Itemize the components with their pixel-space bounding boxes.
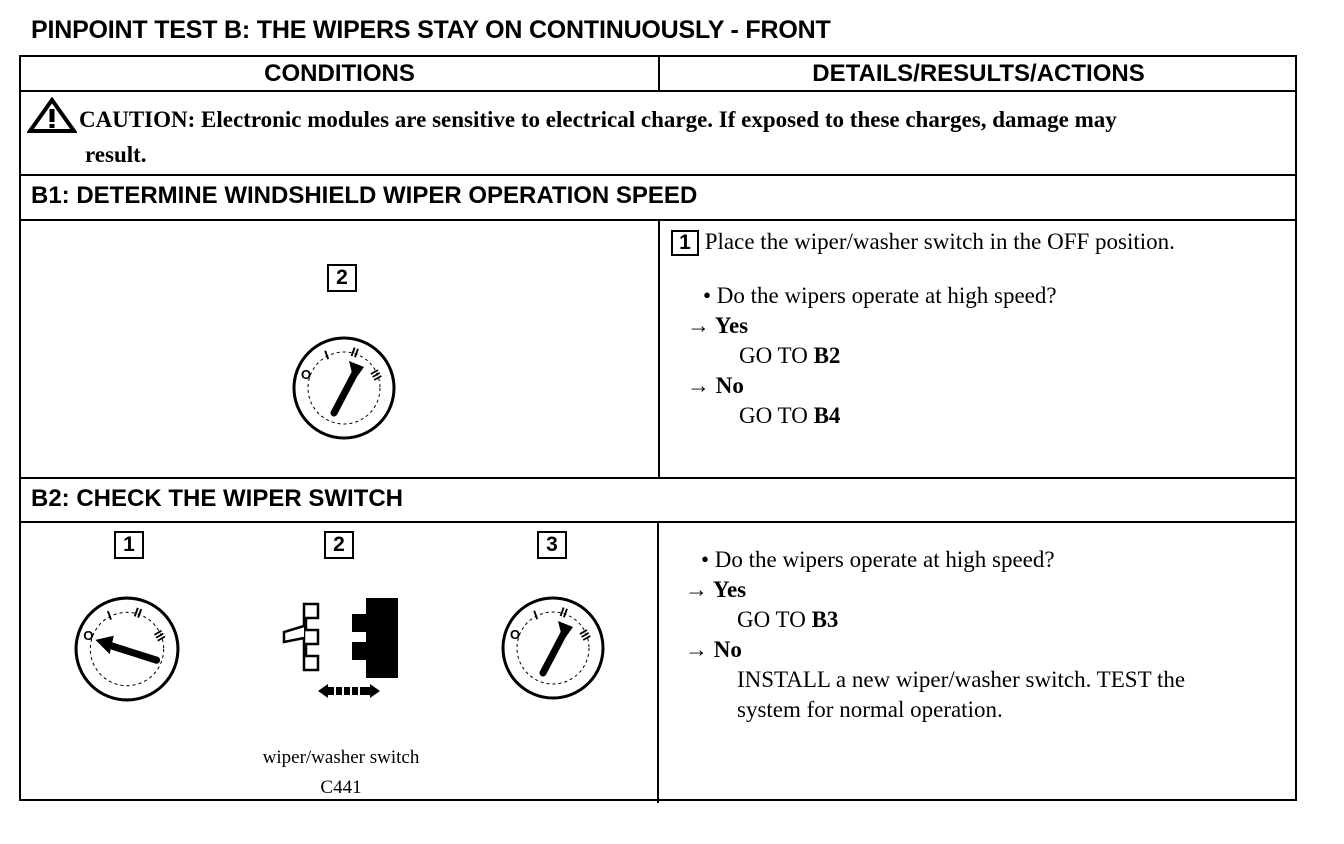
b1-dial-mark-iii: III xyxy=(367,367,385,383)
b2-dial1-mark-off: O xyxy=(83,627,94,643)
b2-question: • Do the wipers operate at high speed? xyxy=(701,547,1055,572)
b1-no-label: → No xyxy=(687,373,744,398)
b2-dial3-mark-off: O xyxy=(510,627,521,642)
b2-yes-goto: GO TO xyxy=(737,607,812,632)
b2-yes-label: → Yes xyxy=(685,577,747,602)
b2-dial3-mark-iii: III xyxy=(576,627,594,643)
b1-step-text: Place the wiper/washer switch in the OFF position. xyxy=(704,229,1175,254)
b2-no-action-line2: system for normal operation. xyxy=(737,697,1003,722)
b2-dial1-mark-ii: II xyxy=(131,604,145,622)
b2-figure2-label: 2 xyxy=(324,531,354,559)
caution-note xyxy=(27,97,1297,169)
caution-text-line1: CAUTION: Electronic modules are sensitive to electrical charge. If exposed to these charges, damage may xyxy=(79,107,1117,132)
b1-no-target: B4 xyxy=(813,403,841,428)
details-header: DETAILS/RESULTS/ACTIONS xyxy=(812,60,1145,87)
b2-yes-target: B3 xyxy=(811,607,839,632)
b2-dial1-mark-iii: III xyxy=(150,627,169,644)
b2-results xyxy=(685,545,1185,725)
header-rule xyxy=(21,90,1295,92)
b2-no-label: → No xyxy=(685,637,742,662)
b2-heading: B2: CHECK THE WIPER SWITCH xyxy=(31,485,403,512)
b1-no-goto: GO TO xyxy=(739,403,814,428)
b1-yes-goto: GO TO xyxy=(739,343,814,368)
b2-divider xyxy=(657,521,659,803)
page-title: PINPOINT TEST B: THE WIPERS STAY ON CONTINUOUSLY - FRONT xyxy=(31,16,831,44)
b2-wiper-dial-off-icon xyxy=(73,595,181,703)
b1-figure-label: 2 xyxy=(327,264,357,292)
b1-yes-target: B2 xyxy=(813,343,841,368)
b1-dial-mark-ii: II xyxy=(348,344,361,361)
b2-wiper-dial-high-icon xyxy=(500,595,606,701)
warning-icon xyxy=(27,97,77,140)
b1-dial-mark-i: I xyxy=(322,347,331,363)
b1-wiper-dial-high-icon xyxy=(291,335,397,441)
b1-yes-label: → Yes xyxy=(687,313,749,338)
pinpoint-test-table xyxy=(19,55,1297,801)
b1-divider xyxy=(658,219,660,478)
b1-heading: B1: DETERMINE WINDSHIELD WIPER OPERATION SPEED xyxy=(31,182,698,209)
b2-dial3-mark-i: I xyxy=(531,607,540,623)
b1-bottom-rule xyxy=(21,477,1295,479)
caution-rule xyxy=(21,174,1295,176)
b1-dial-mark-off: O xyxy=(301,367,312,382)
b1-step-number: 1 xyxy=(671,230,699,256)
b1-results xyxy=(687,281,1057,431)
b1-question: • Do the wipers operate at high speed? xyxy=(703,283,1057,308)
b2-figure1-label: 1 xyxy=(114,531,144,559)
caution-text-line2: result. xyxy=(85,142,147,167)
b2-dial3-mark-ii: II xyxy=(557,604,570,621)
conditions-header: CONDITIONS xyxy=(264,60,415,87)
b2-figure3-label: 3 xyxy=(537,531,567,559)
header-divider xyxy=(658,57,660,91)
wiper-washer-switch-connector-icon xyxy=(276,592,402,710)
connector-caption-id: C441 xyxy=(320,777,362,798)
connector-caption-name: wiper/washer switch xyxy=(262,747,420,768)
b2-no-action-line1: INSTALL a new wiper/washer switch. TEST the xyxy=(737,667,1186,692)
b1-step xyxy=(671,227,1175,257)
b2-dial1-mark-i: I xyxy=(105,607,114,624)
